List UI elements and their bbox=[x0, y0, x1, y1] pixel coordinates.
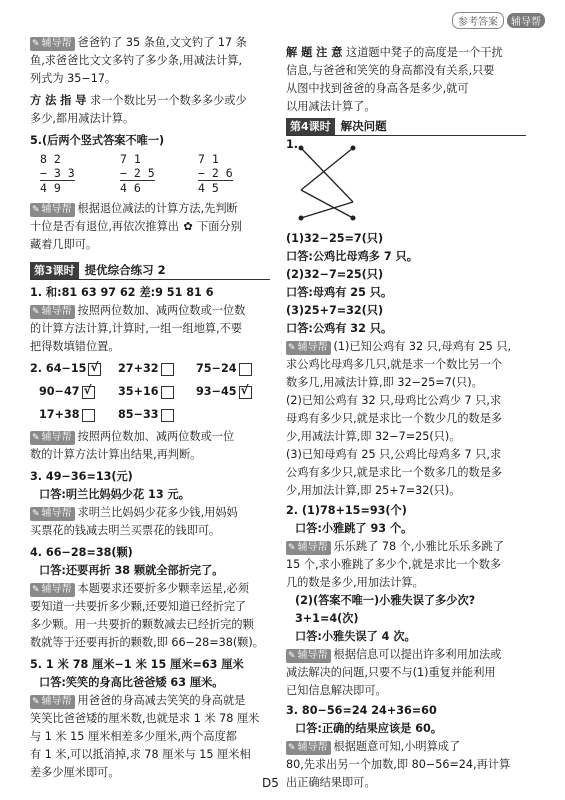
text-line: 从图中找到爸爸的身高各是多少,就可 bbox=[286, 82, 469, 95]
text-line: 以用减法计算了。 bbox=[286, 100, 376, 113]
question-2: 2. (1)78+15=93(个) bbox=[286, 504, 407, 517]
text-line: (2)已知公鸡有 32 只,母鸡比公鸡少 7 只,求 bbox=[286, 394, 502, 407]
answer-box bbox=[161, 386, 174, 399]
answer-box: √ bbox=[239, 386, 252, 399]
text-line: 列式为 35−17。 bbox=[30, 72, 117, 85]
text-line: 把得数填错位置。 bbox=[30, 340, 120, 353]
question-4: 4. 66−28=38(颗) bbox=[30, 546, 133, 559]
text-line: 差多少厘米即可。 bbox=[30, 766, 120, 779]
text-line: ✎ 辅导帮 求明兰比妈妈少花多少钱,用妈妈 bbox=[30, 506, 238, 521]
q2-item: 27+32 bbox=[118, 362, 174, 376]
text-line: 与 1 米 15 厘米相差多少厘米,两个高度都 bbox=[30, 730, 237, 743]
match-line-2 bbox=[301, 148, 353, 190]
text-line: 已知信息解决即可。 bbox=[286, 684, 387, 697]
text-line: 母鸡有多少只,就是求比一个数少几的数是多 bbox=[286, 412, 503, 425]
question-3: 3. 49−36=13(元) bbox=[30, 470, 133, 483]
answer-1: 口答:公鸡比母鸡多 7 只。 bbox=[286, 250, 418, 263]
text-line: 买票花的钱减去明兰买票花的钱即可。 bbox=[30, 524, 221, 537]
text-line: 几的数是多少,用加法计算。 bbox=[286, 576, 424, 589]
text-line: ✎ 辅导帮 爸爸钓了 35 条鱼,文文钓了 17 条 bbox=[30, 36, 247, 51]
tip-badge: ✎ 辅导帮 bbox=[30, 583, 75, 597]
answer-5: 口答:笑笑的身高比爸爸矮 63 厘米。 bbox=[39, 676, 224, 689]
tip-badge: ✎ 辅导帮 bbox=[30, 305, 75, 319]
answer-3q: 口答:正确的结果应该是 60。 bbox=[295, 722, 443, 735]
text-line: 多少颗。用一共要折的颗数减去已经折完的颗 bbox=[30, 618, 254, 631]
text-line: 少,用减法计算,即 32−7=25(只)。 bbox=[286, 430, 461, 443]
step-2b: 3+1=4(次) bbox=[295, 612, 359, 625]
text-line: ✎ 辅导帮 用爸爸的身高减去笑笑的身高就是 bbox=[30, 694, 245, 709]
text-line: 的计算方法计算,计算时,一组一组地算,不要 bbox=[30, 322, 243, 335]
lesson-title: 解决问题 bbox=[340, 119, 387, 133]
lesson-tag: 第3课时 bbox=[30, 262, 79, 279]
text-line: 出正确结果即可。 bbox=[286, 776, 376, 789]
text-line: 15 个,求小雅跳了多少个,就是求比一个数多 bbox=[286, 558, 502, 571]
q2-item: 2. 64−15 √ bbox=[30, 362, 101, 376]
tip-badge: ✎ 辅导帮 bbox=[286, 741, 331, 755]
answer-3: 口答:明兰比妈妈少花 13 元。 bbox=[39, 488, 190, 501]
lesson-tag: 第4课时 bbox=[286, 118, 335, 135]
text-line: 十位是否有退位,再依次推算出 ✿ 下面分别 bbox=[30, 220, 242, 233]
tip-badge: ✎ 辅导帮 bbox=[30, 431, 75, 445]
vertical-calc-3: 7 1 − 2 6 4 5 bbox=[198, 152, 233, 195]
answer-3: 口答:公鸡有 32 只。 bbox=[286, 322, 393, 335]
q2-item: 93−45 √ bbox=[196, 385, 252, 399]
question-5b: 5. 1 米 78 厘米−1 米 15 厘米=63 厘米 bbox=[30, 658, 244, 671]
text-line: 少,用加法计算,即 25+7=32(只)。 bbox=[286, 484, 461, 497]
q2-item: 35+16 bbox=[118, 385, 174, 399]
text-line: 信息,与爸爸和笑笑的身高都没有关系,只要 bbox=[286, 64, 495, 77]
text-line: 减法解决的问题,只要不与(1)重复并能利用 bbox=[286, 666, 496, 679]
answer-2q: 口答:小雅跳了 93 个。 bbox=[295, 522, 413, 535]
answer-box: √ bbox=[88, 363, 101, 376]
text-line: 藏着几即可。 bbox=[30, 238, 98, 251]
answer-box bbox=[239, 363, 252, 376]
answer-box: √ bbox=[82, 386, 95, 399]
text-line: ✎ 辅导帮 根据信息可以提出许多利用加法或 bbox=[286, 648, 501, 663]
tip-badge: ✎ 辅导帮 bbox=[286, 541, 331, 555]
text-line: (3)已知母鸡有 25 只,公鸡比母鸡多 7 只,求 bbox=[286, 448, 502, 461]
question-1: 1. bbox=[286, 138, 299, 151]
text-line: 数就等于还要再折的颗数,即 66−28=38(颗)。 bbox=[30, 636, 264, 649]
lesson-title: 提优综合练习 2 bbox=[84, 263, 166, 277]
tip-badge: ✎ 辅导帮 bbox=[286, 341, 331, 355]
text-line: 有 1 米,可以抵消掉,求 78 厘米与 15 厘米相 bbox=[30, 748, 251, 761]
answer-box bbox=[82, 409, 95, 422]
text-line: ✎ 辅导帮 本题要求还要折多少颗幸运星,必须 bbox=[30, 582, 249, 597]
question-1: 1. 和:81 63 97 62 差:9 51 81 6 bbox=[30, 286, 214, 299]
method-line: 方 法 指 导 求一个数比另一个数多多少或少 bbox=[30, 94, 247, 107]
answer-2: 口答:母鸡有 25 只。 bbox=[286, 286, 393, 299]
flower-icon: ✿ bbox=[183, 220, 193, 233]
answer-box bbox=[161, 409, 174, 422]
tip-badge: ✎ 辅导帮 bbox=[286, 649, 331, 663]
text-line: ✎ 辅导帮 (1)已知公鸡有 32 只,母鸡有 25 只, bbox=[286, 340, 511, 355]
question-2b: (2)(答案不唯一)小雅失误了多少次? bbox=[295, 594, 476, 607]
q2-item: 17+38 bbox=[39, 408, 95, 422]
text-line: 数多几,用减法计算,即 32−25=7(只)。 bbox=[286, 376, 483, 389]
lesson-header-3 bbox=[30, 262, 270, 280]
text-line: 要知道一共要折多少颗,还要知道已经折完了 bbox=[30, 600, 247, 613]
text-line: ✎ 辅导帮 按照两位数加、减两位数或一位 bbox=[30, 430, 234, 445]
lesson-header-4 bbox=[286, 118, 526, 136]
tip-badge: ✎ 辅导帮 bbox=[30, 37, 75, 51]
question-5: 5.(后两个竖式答案不唯一) bbox=[30, 134, 165, 147]
tip-badge: ✎ 辅导帮 bbox=[30, 507, 75, 521]
header-badge: 辅导帮 bbox=[507, 13, 545, 28]
q2-item: 85−33 bbox=[118, 408, 174, 422]
answer-label: 参考答案 bbox=[452, 12, 504, 29]
text-line: 笑笑比爸爸矮的厘米数,也就是求 1 米 78 厘米 bbox=[30, 712, 260, 725]
text-line: ✎ 辅导帮 按照两位数加、减两位数或一位数 bbox=[30, 304, 245, 319]
text-line: 多少,都用减法计算。 bbox=[30, 112, 135, 125]
answer-box bbox=[161, 363, 174, 376]
note-line: 解 题 注 意 这道题中凳子的高度是一个干扰 bbox=[286, 46, 503, 59]
vertical-calc-2: 7 1 − 2 5 4 6 bbox=[120, 152, 155, 195]
question-3: 3. 80−56=24 24+36=60 bbox=[286, 704, 437, 717]
vertical-calc-1: 8 2 − 3 3 4 9 bbox=[40, 152, 75, 195]
note-label: 解 题 注 意 bbox=[286, 46, 343, 59]
step-1: (1)32−25=7(只) bbox=[286, 232, 384, 245]
tip-badge: ✎ 辅导帮 bbox=[30, 203, 75, 217]
step-3: (3)25+7=32(只) bbox=[286, 304, 384, 317]
q2-item: 75−24 bbox=[196, 362, 252, 376]
text-line: 求公鸡比母鸡多几只,就是求一个数比另一个 bbox=[286, 358, 503, 371]
q2-item: 90−47 √ bbox=[39, 385, 95, 399]
text-line: 数的计算方法计算出结果,再判断。 bbox=[30, 448, 202, 461]
text-line: ✎ 辅导帮 乐乐跳了 78 个,小雅比乐乐多跳了 bbox=[286, 540, 504, 555]
text-line: 鱼,求爸爸比文文多钓了多少条,用减法计算, bbox=[30, 54, 243, 67]
text-line: ✎ 辅导帮 根据退位减法的计算方法,先判断 bbox=[30, 202, 238, 217]
text-line: ✎ 辅导帮 根据题意可知,小明算成了 bbox=[286, 740, 460, 755]
page-number: D5 bbox=[262, 776, 279, 790]
step-2: (2)32−7=25(只) bbox=[286, 268, 384, 281]
text-line: 80,先求出另一个加数,即 80−56=24,再计算 bbox=[286, 758, 511, 771]
answer-4: 口答:还要再折 38 颗就全部折完了。 bbox=[39, 564, 224, 577]
matching-lines-diagram bbox=[293, 142, 363, 224]
tip-badge: ✎ 辅导帮 bbox=[30, 695, 75, 709]
method-label: 方 法 指 导 bbox=[30, 94, 87, 107]
answer-2b: 口答:小雅失误了 4 次。 bbox=[295, 630, 416, 643]
page-header bbox=[452, 12, 545, 29]
text-line: 公鸡有多少只,就是求比一个数多几的数是多 bbox=[286, 466, 503, 479]
